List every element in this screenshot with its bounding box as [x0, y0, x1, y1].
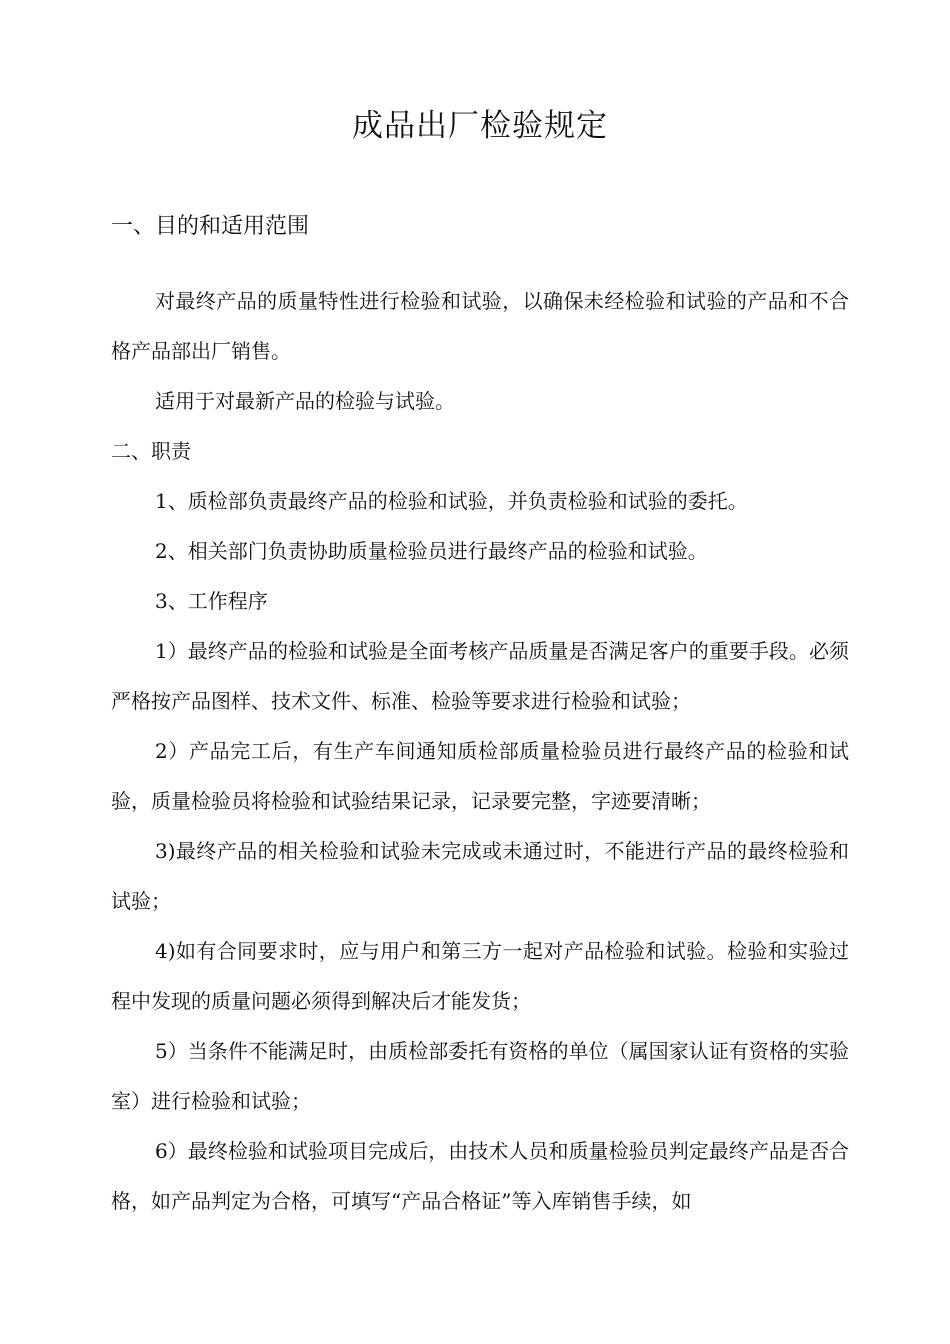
paragraph-scope: 适用于对最新产品的检验与试验。: [155, 389, 455, 413]
section-heading-responsibilities: 二、职责: [111, 439, 191, 463]
procedure-step-2: 2）产品完工后，有生产车间通知质检部质量检验员进行最终产品的检验和试验，质量检验员将检验和试验结果记录，记录要完整，字迹要清晰；: [111, 739, 849, 813]
list-item-responsibility-1: 1、质检部负责最终产品的检验和试验，并负责检验和试验的委托。: [155, 489, 748, 513]
procedure-step-3: 3)最终产品的相关检验和试验未完成或未通过时，不能进行产品的最终检验和试验；: [111, 839, 849, 913]
paragraph-purpose: 对最终产品的质量特性进行检验和试验，以确保未经检验和试验的产品和不合格产品部出厂销售。: [111, 289, 849, 363]
procedure-step-4: 4)如有合同要求时，应与用户和第三方一起对产品检验和试验。检验和实验过程中发现的质量问题必须得到解决后才能发货；: [111, 939, 849, 1013]
procedure-step-5: 5）当条件不能满足时，由质检部委托有资格的单位（属国家认证有资格的实验室）进行检验和试验；: [111, 1039, 849, 1113]
procedure-step-1: 1）最终产品的检验和试验是全面考核产品质量是否满足客户的重要手段。必须严格按产品图样、技术文件、标准、检验等要求进行检验和试验；: [111, 639, 849, 713]
procedure-step-6: 6）最终检验和试验项目完成后，由技术人员和质量检验员判定最终产品是否合格，如产品判定为合格，可填写“产品合格证”等入库销售手续，如: [111, 1139, 849, 1213]
list-item-responsibility-2: 2、相关部门负责协助质量检验员进行最终产品的检验和试验。: [155, 539, 708, 563]
list-item-procedure: 3、工作程序: [155, 589, 268, 613]
section-heading-purpose: 一、目的和适用范围: [111, 214, 310, 239]
document-title: 成品出厂检验规定: [352, 108, 608, 144]
